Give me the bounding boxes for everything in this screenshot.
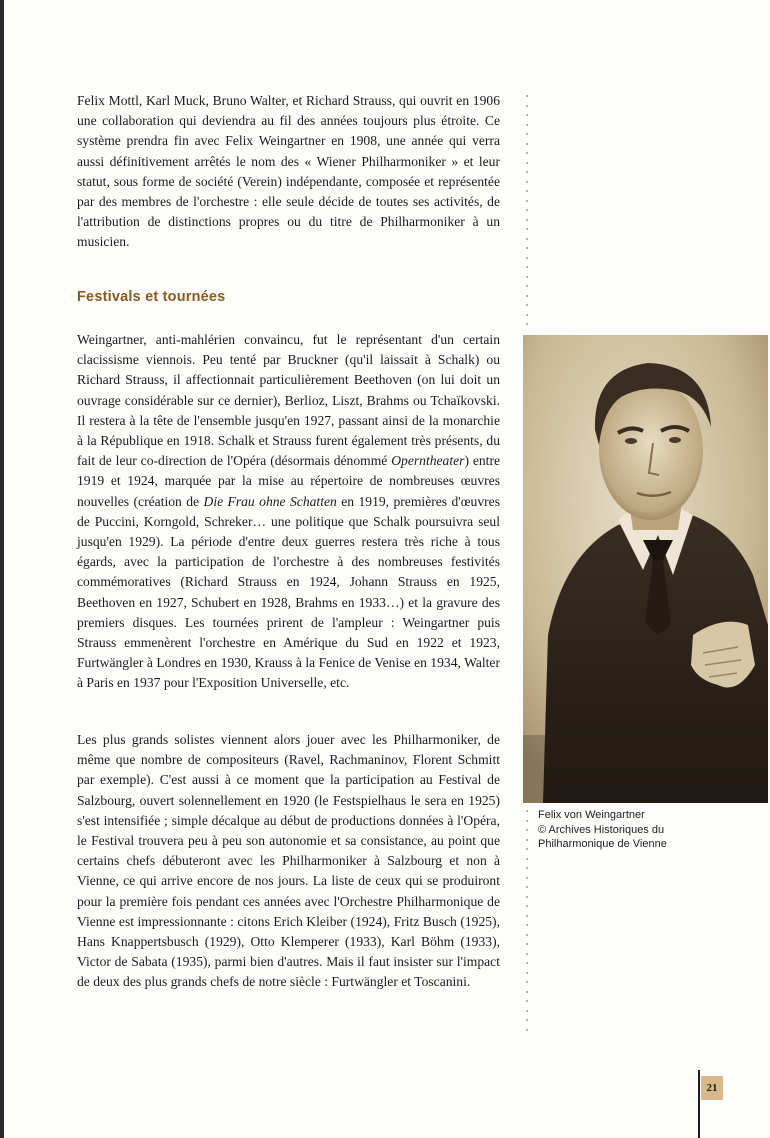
rule-dot	[526, 1029, 528, 1031]
rule-dot	[526, 820, 528, 822]
rule-dot	[526, 896, 528, 898]
rule-dot	[526, 143, 528, 145]
rule-dot	[526, 839, 528, 841]
rule-dot	[526, 877, 528, 879]
rule-dot	[526, 124, 528, 126]
page-number: 21	[701, 1076, 723, 1100]
rule-dot	[526, 810, 528, 812]
rule-dot	[526, 219, 528, 221]
footer-rule	[698, 1070, 700, 1138]
paragraph-2-italic-2: Die Frau ohne Schatten	[203, 493, 337, 509]
rule-dot	[526, 238, 528, 240]
rule-dot	[526, 943, 528, 945]
rule-dot	[526, 1010, 528, 1012]
caption-line-2: © Archives Historiques du	[538, 823, 665, 836]
rule-dot	[526, 962, 528, 964]
dotted-rule-top	[525, 95, 529, 333]
rule-dot	[526, 934, 528, 936]
rule-dot	[526, 181, 528, 183]
rule-dot	[526, 886, 528, 888]
paragraph-2-italic-1: Operntheater	[391, 453, 465, 469]
rule-dot	[526, 266, 528, 268]
rule-dot	[526, 133, 528, 135]
rule-dot	[526, 162, 528, 164]
paragraph-1: Felix Mottl, Karl Muck, Bruno Walter, et Richard Strauss, qui ouvrit en 1906 une collaboration qui deviendra au fil des années toujours plus étroite. Ce système prendra fin avec Felix Weingartner en 1908, une année qui verra aussi définitivement arrêtés le nom des « Wiener Philharmoniker » et leur statut, sous forme de société (Verein) indépendante, composée et représentée par des membres de l'orchestre : elle seule décide de toutes ses activités, de l'attribution de distinctions propres ou du titre de Philharmoniker à un musicien.	[77, 93, 500, 250]
rule-dot	[526, 295, 528, 297]
page-scan-edge	[0, 0, 4, 1138]
rule-dot	[526, 924, 528, 926]
portrait-photo	[523, 335, 768, 803]
paragraph-2	[77, 330, 500, 694]
rule-dot	[526, 867, 528, 869]
paragraph-2-part-3: en 1919, premières d'œuvres de Puccini, Korngold, Schreker… une politique que Schalk poursuivra seul jusqu'en 1929). La période d'entre deux guerres restera très riche à tous égards, avec la participation de l'orchestre à des nombreuses festivités commémoratives (Richard Strauss en 1924, Johann Strauss en 1925, Beethoven en 1927, Schubert en 1928, Brahms en 1933…) et la gravure des premiers disques. Les tournées prirent de l'ampleur : Weingartner puis Strauss emmenèrent l'orchestre en Amérique du Sud en 1922 et 1923, Furtwängler à Londres en 1930, Krauss à la Fenice de Venise en 1934, Walter à Paris en 1937 pour l'Exposition Universelle, etc.	[77, 493, 501, 691]
rule-dot	[526, 171, 528, 173]
rule-dot	[526, 257, 528, 259]
rule-dot	[526, 209, 528, 211]
rule-dot	[526, 905, 528, 907]
rule-dot	[526, 981, 528, 983]
dotted-rule-bottom	[525, 810, 529, 1038]
rule-dot	[526, 991, 528, 993]
rule-dot	[526, 915, 528, 917]
rule-dot	[526, 105, 528, 107]
rule-dot	[526, 304, 528, 306]
section-heading: Festivals et tournées	[77, 289, 226, 305]
rule-dot	[526, 114, 528, 116]
paragraph-3: Les plus grands solistes viennent alors jouer avec les Philharmoniker, de même que nombre de compositeurs (Ravel, Rachmaninov, Florent Schmitt par exemple). C'est aussi à ce moment que la participation au Festival de Salzbourg, ouvert solennellement en 1920 (le Festspielhaus le sera en 1925) s'est intensifiée ; simple décalque au début de productions données à l'Opéra, le Festival trouvera peu à peu son autonomie et sa consistance, au point que certains chefs débuteront avec les Philharmoniker à Salzbourg et non à Vienne, ce qui arrive encore de nos jours. La liste de ceux qui se produiront pour la première fois pendant ces années avec l'Orchestre Philharmonique de Vienne est impressionnante : citons Erich Kleiber (1924), Fritz Busch (1925), Hans Knappertsbusch (1929), Otto Klemperer (1933), Karl Böhm (1933), Victor de Sabata (1935), parmi bien d'autres. Mais il faut insister sur l'impact de deux des plus grands chefs de notre siècle : Furtwängler et Toscanini.	[77, 732, 500, 990]
paragraph-2-part-2: ) entre 1919 et 1924, marquée par la mise au répertoire de nombreuses œuvres nouvelles (création de	[77, 453, 501, 509]
rule-dot	[526, 95, 528, 97]
rule-dot	[526, 228, 528, 230]
rule-dot	[526, 190, 528, 192]
rule-dot	[526, 323, 528, 325]
rule-dot	[526, 314, 528, 316]
photo-caption	[538, 808, 758, 852]
rule-dot	[526, 276, 528, 278]
rule-dot	[526, 972, 528, 974]
paragraph-2-part-1: Weingartner, anti-mahlérien convaincu, fut le représentant d'un certain clacissisme viennois. Peu tenté par Bruckner (qu'il laissait à Schalk) ou Richard Strauss, il affectionnait particulièrement Beethoven (on lui doit un ouvrage considérable sur ce dernier), Berlioz, Liszt, Brahms ou Tchaïkovski. Il restera à la tête de l'ensemble jusqu'en 1927, passant ainsi de la monarchie à la République en 1918. Schalk et Strauss furent également très présents, du fait de leur co-direction de l'Opéra (désormais dénommé	[77, 332, 500, 469]
caption-line-1: Felix von Weingartner	[538, 809, 645, 821]
rule-dot	[526, 1019, 528, 1021]
rule-dot	[526, 285, 528, 287]
caption-line-3: Philharmonique de Vienne	[538, 838, 667, 850]
rule-dot	[526, 848, 528, 850]
rule-dot	[526, 858, 528, 860]
rule-dot	[526, 1000, 528, 1002]
rule-dot	[526, 200, 528, 202]
rule-dot	[526, 829, 528, 831]
rule-dot	[526, 152, 528, 154]
rule-dot	[526, 247, 528, 249]
rule-dot	[526, 953, 528, 955]
